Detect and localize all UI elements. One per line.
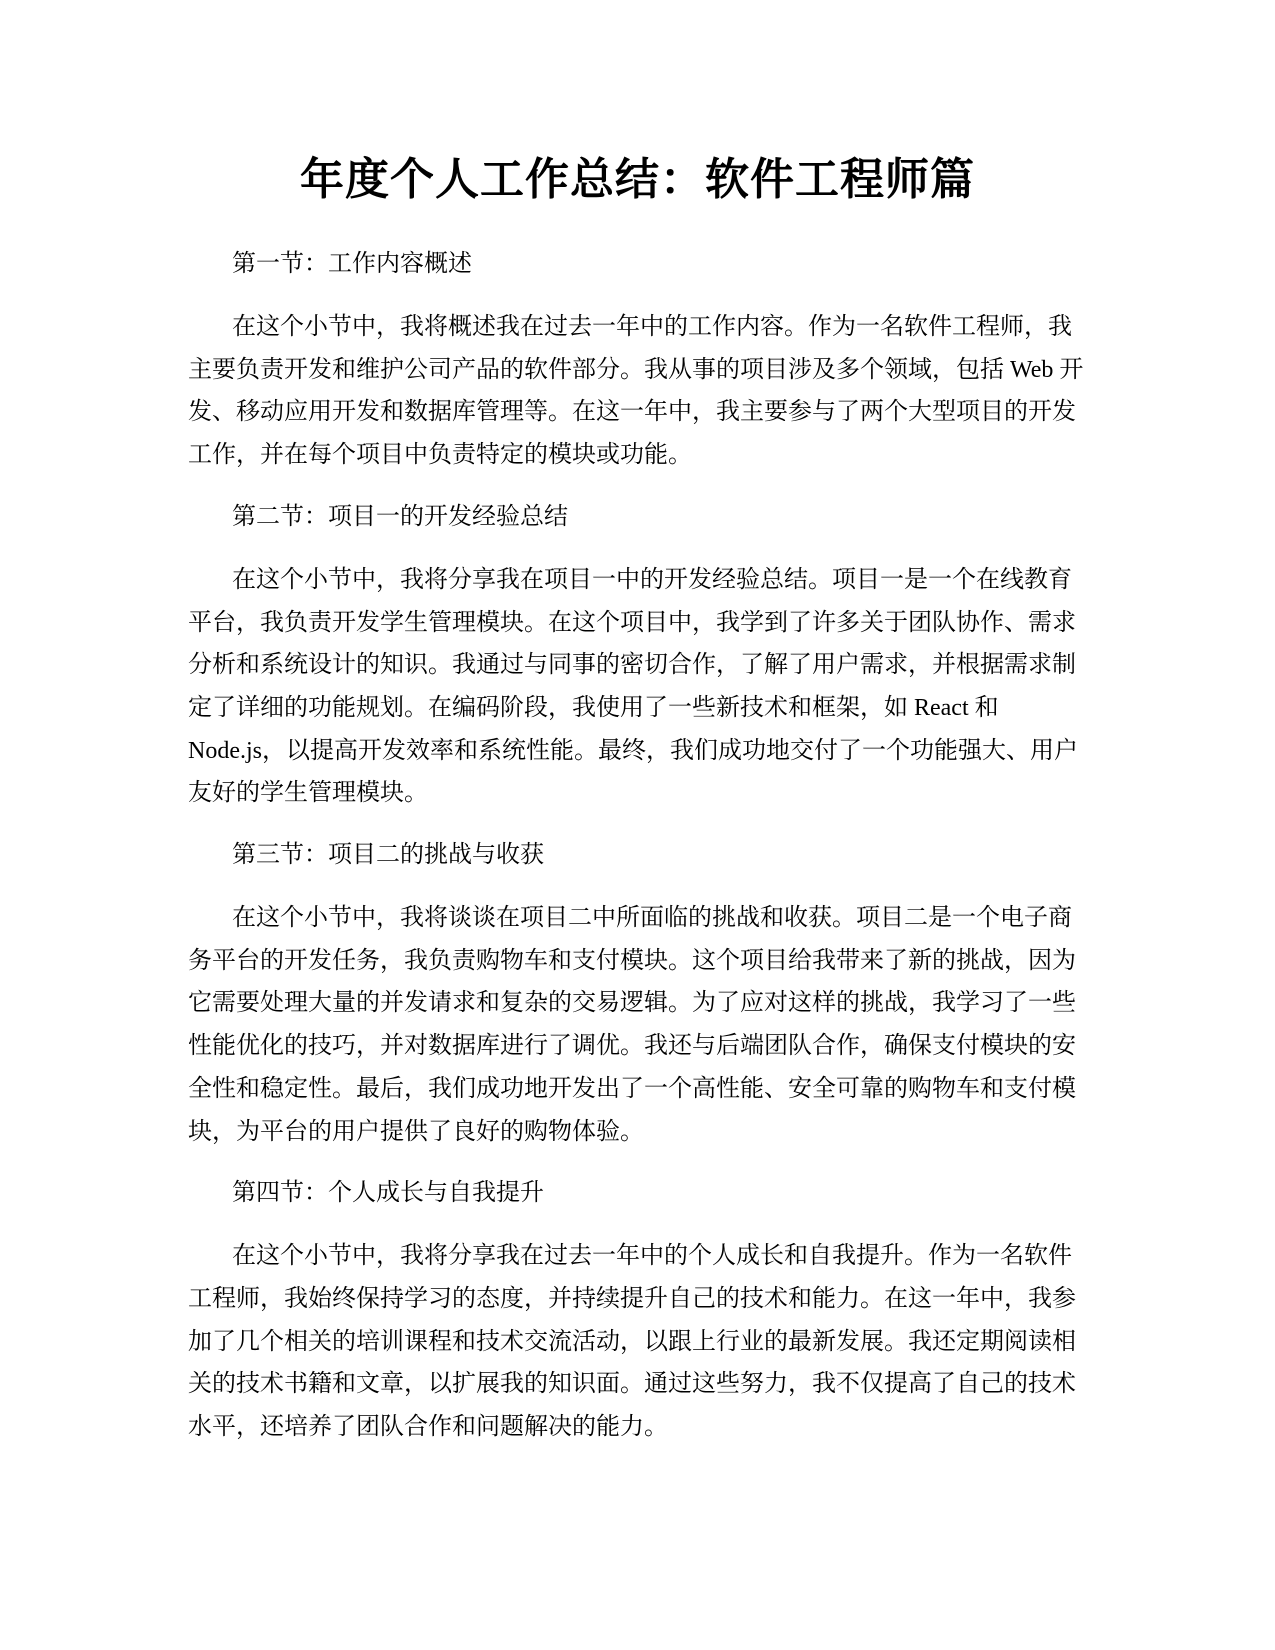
section-1 — [188, 242, 1093, 495]
section-4 — [188, 1171, 1093, 1449]
section-2 — [188, 495, 1093, 833]
document-body — [188, 242, 1093, 1449]
section-heading: 第一节：工作内容概述 — [232, 251, 472, 277]
section-paragraph: 在这个小节中，我将分享我在项目一中的开发经验总结。项目一是一个在线教育平台，我负责开发学生管理模块。在这个项目中，我学到了许多关于团队协作、需求分析和系统设计的知识。我通过与同事的密切合作，了解了用户需求，并根据需求制定了详细的功能规划。在编码阶段，我使用了一些新技术和框架，如 React 和 Node.js，以提高开发效率和系统性能。最终，我们成功地交付了一个功能强大、用户友好的学生管理模块。 — [188, 566, 1078, 807]
section-paragraph: 在这个小节中，我将谈谈在项目二中所面临的挑战和收获。项目二是一个电子商务平台的开发任务，我负责购物车和支付模块。这个项目给我带来了新的挑战，因为它需要处理大量的并发请求和复杂的交易逻辑。为了应对这样的挑战，我学习了一些性能优化的技巧，并对数据库进行了调优。我还与后端团队合作，确保支付模块的安全性和稳定性。最后，我们成功地开发出了一个高性能、安全可靠的购物车和支付模块，为平台的用户提供了良好的购物体验。 — [188, 905, 1076, 1145]
section-paragraph: 在这个小节中，我将分享我在过去一年中的个人成长和自我提升。作为一名软件工程师，我始终保持学习的态度，并持续提升自己的技术和能力。在这一年中，我参加了几个相关的培训课程和技术交流活动，以跟上行业的最新发展。我还定期阅读相关的技术书籍和文章，以扩展我的知识面。通过这些努力，我不仅提高了自己的技术水平，还培养了团队合作和问题解决的能力。 — [188, 1243, 1076, 1441]
section-heading: 第二节：项目一的开发经验总结 — [232, 503, 568, 530]
section-heading: 第四节：个人成长与自我提升 — [232, 1180, 544, 1207]
section-3 — [188, 833, 1093, 1171]
document-title: 年度个人工作总结：软件工程师篇 — [300, 154, 975, 205]
section-heading: 第三节：项目二的挑战与收获 — [232, 842, 544, 869]
section-paragraph: 在这个小节中，我将概述我在过去一年中的工作内容。作为一名软件工程师，我主要负责开发和维护公司产品的软件部分。我从事的项目涉及多个领域，包括 Web 开发、移动应用开发和数据库管理等。在这一年中，我主要参与了两个大型项目的开发工作，并在每个项目中负责特定的模块或功能。 — [188, 314, 1084, 469]
